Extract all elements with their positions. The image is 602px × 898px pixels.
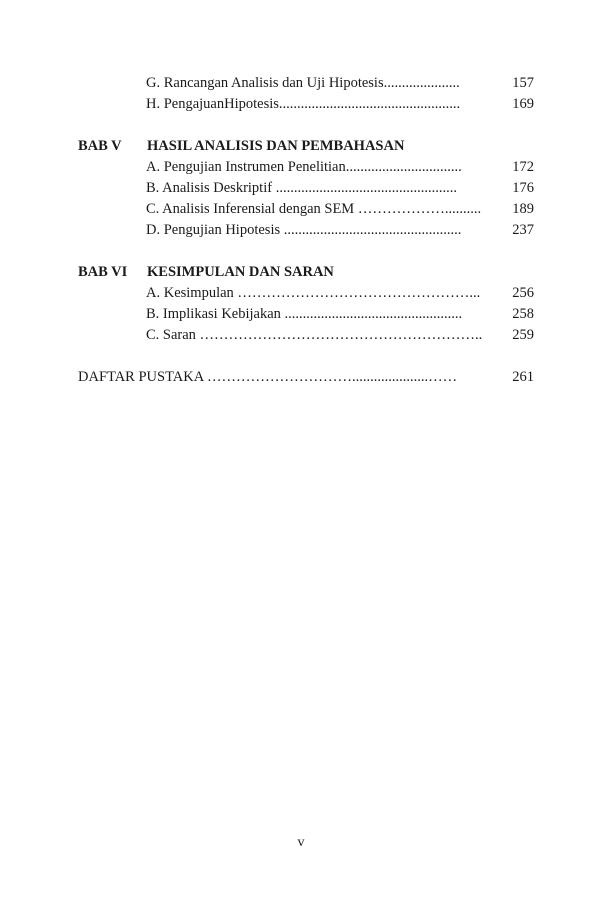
toc-entry-g xyxy=(0,73,602,93)
chapter-heading-bab-v xyxy=(0,136,602,156)
chapter-label: BAB V xyxy=(78,138,122,154)
toc-entry-page: 256 xyxy=(512,285,534,301)
toc-entry xyxy=(0,199,602,219)
chapter-title: HASIL ANALISIS DAN PEMBAHASAN xyxy=(147,138,405,154)
toc-entry-h xyxy=(0,94,602,114)
toc-entry-text: DAFTAR PUSTAKA ………………………….....................…… xyxy=(78,369,458,385)
toc-entry-page: 261 xyxy=(512,369,534,385)
toc-entry-text: G. Rancangan Analisis dan Uji Hipotesis..................... xyxy=(146,75,460,91)
toc-entry xyxy=(0,178,602,198)
toc-entry-text: C. Saran ………………………………………………….. xyxy=(146,327,483,343)
toc-entry-page: 157 xyxy=(512,75,534,91)
toc-entry-daftar-pustaka xyxy=(0,367,602,387)
toc-entry-page: 176 xyxy=(512,180,534,196)
toc-entry-text: B. Analisis Deskriptif .................................................. xyxy=(146,180,457,196)
toc-entry-text: A. Kesimpulan …………………………………………... xyxy=(146,285,481,301)
toc-entry xyxy=(0,220,602,240)
chapter-heading-bab-vi xyxy=(0,262,602,282)
toc-entry-text: H. PengajuanHipotesis.................................................. xyxy=(146,96,461,112)
toc-entry-text: A. Pengujian Instrumen Penelitian................................ xyxy=(146,159,462,175)
toc-entry-text: B. Implikasi Kebijakan ................................................. xyxy=(146,306,463,322)
toc-entry-text: D. Pengujian Hipotesis ................................................. xyxy=(146,222,462,238)
toc-entry xyxy=(0,304,602,324)
toc-entry-page: 189 xyxy=(512,201,534,217)
toc-entry-page: 258 xyxy=(512,306,534,322)
toc-entry-page: 169 xyxy=(512,96,534,112)
toc-entry xyxy=(0,283,602,303)
toc-entry xyxy=(0,157,602,177)
chapter-label: BAB VI xyxy=(78,264,128,280)
chapter-title: KESIMPULAN DAN SARAN xyxy=(147,264,334,280)
toc-entry-page: 172 xyxy=(512,159,534,175)
toc-entry-text: C. Analisis Inferensial dengan SEM ……………….......... xyxy=(146,201,482,217)
toc-entry-page: 259 xyxy=(512,327,534,343)
toc-entry xyxy=(0,325,602,345)
toc-entry-page: 237 xyxy=(512,222,534,238)
page-number: v xyxy=(297,835,305,850)
